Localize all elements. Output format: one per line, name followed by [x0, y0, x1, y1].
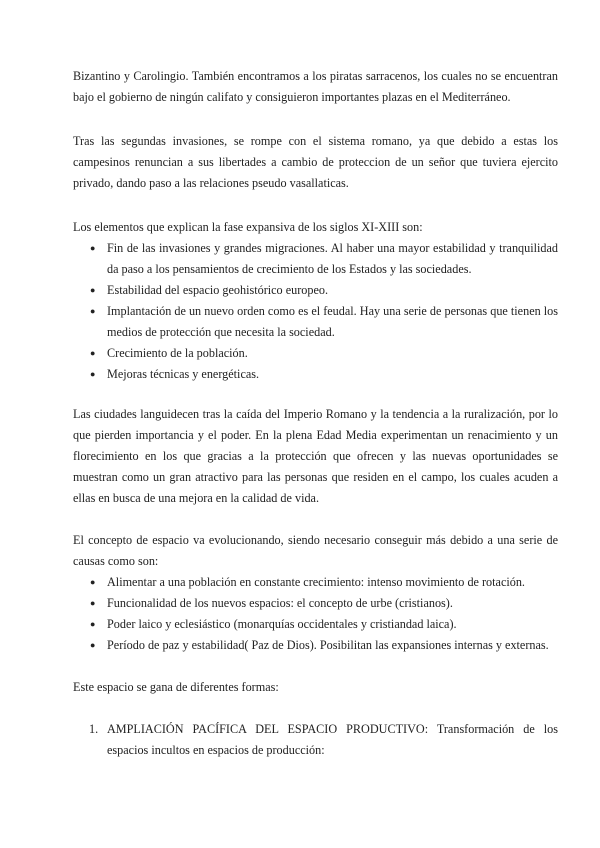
- bullet-icon: ●: [90, 577, 96, 587]
- bullet-icon: ●: [90, 348, 96, 358]
- list-item-text: Implantación de un nuevo orden como es el feudal. Hay una serie de personas que tienen los medios de protección que necesita la sociedad.: [107, 304, 558, 339]
- list-item-text: Crecimiento de la población.: [107, 346, 248, 360]
- list-item-text: Estabilidad del espacio geohistórico europeo.: [107, 283, 328, 297]
- list-number: 1.: [89, 722, 99, 736]
- list-item: [73, 364, 558, 385]
- list-item: [73, 280, 558, 301]
- list-item: [73, 238, 558, 280]
- list-item: [73, 343, 558, 364]
- list-item: [73, 593, 558, 614]
- paragraph-2: Tras las segundas invasiones, se rompe con el sistema romano, ya que debido a estas los campesinos renuncian a sus libertades a cambio de proteccion de un señor que tuviera ejercito privado, dando paso a las relaciones pseudo vasallaticas.: [73, 134, 558, 190]
- numbered-list: [73, 719, 558, 761]
- list-item-text: Alimentar a una población en constante crecimiento: intenso movimiento de rotación.: [107, 575, 525, 589]
- paragraph-4: Las ciudades languidecen tras la caída del Imperio Romano y la tendencia a la ruralización, por lo que pierden importancia y el poder. En la plena Edad Media experimentan un renacimiento y un florecimiento en los que gracias a la protección que ofrecen y las nuevas oportunidades se muestran como un gran atractivo para las personas que residen en el campo, los cuales acuden a ellas en busca de una mejora en la calidad de vida.: [73, 407, 558, 505]
- bullet-icon: ●: [90, 285, 96, 295]
- list-item: [73, 614, 558, 635]
- bullet-icon: ●: [90, 598, 96, 608]
- bullet-icon: ●: [90, 640, 96, 650]
- list-item: [73, 572, 558, 593]
- bullet-icon: ●: [90, 306, 96, 316]
- paragraph-3: Los elementos que explican la fase expansiva de los siglos XI-XIII son:: [73, 220, 423, 234]
- paragraph-6: Este espacio se gana de diferentes formas:: [73, 680, 279, 694]
- list-item: [73, 635, 558, 656]
- bullet-list-expansion: [73, 238, 558, 385]
- list-item-text: AMPLIACIÓN PACÍFICA DEL ESPACIO PRODUCTIVO: Transformación de los espacios incultos en espacios de producción:: [107, 722, 558, 757]
- list-item-text: Fin de las invasiones y grandes migraciones. Al haber una mayor estabilidad y tranquilidad da paso a los pensamientos de crecimiento de los Estados y las sociedades.: [107, 241, 558, 276]
- bullet-icon: ●: [90, 619, 96, 629]
- paragraph-1: Bizantino y Carolingio. También encontramos a los piratas sarracenos, los cuales no se encuentran bajo el gobierno de ningún califato y consiguieron importantes plazas en el Mediterráneo.: [73, 69, 558, 104]
- list-item-text: Período de paz y estabilidad( Paz de Dios). Posibilitan las expansiones internas y externas.: [107, 638, 549, 652]
- paragraph-5: El concepto de espacio va evolucionando, siendo necesario conseguir más debido a una serie de causas como son:: [73, 533, 558, 568]
- list-item: [73, 301, 558, 343]
- bullet-list-causes: [73, 572, 558, 656]
- bullet-icon: ●: [90, 243, 96, 253]
- list-item: [73, 719, 558, 761]
- list-item-text: Poder laico y eclesiástico (monarquías occidentales y cristiandad laica).: [107, 617, 457, 631]
- list-item-text: Funcionalidad de los nuevos espacios: el concepto de urbe (cristianos).: [107, 596, 453, 610]
- bullet-icon: ●: [90, 369, 96, 379]
- list-item-text: Mejoras técnicas y energéticas.: [107, 367, 260, 381]
